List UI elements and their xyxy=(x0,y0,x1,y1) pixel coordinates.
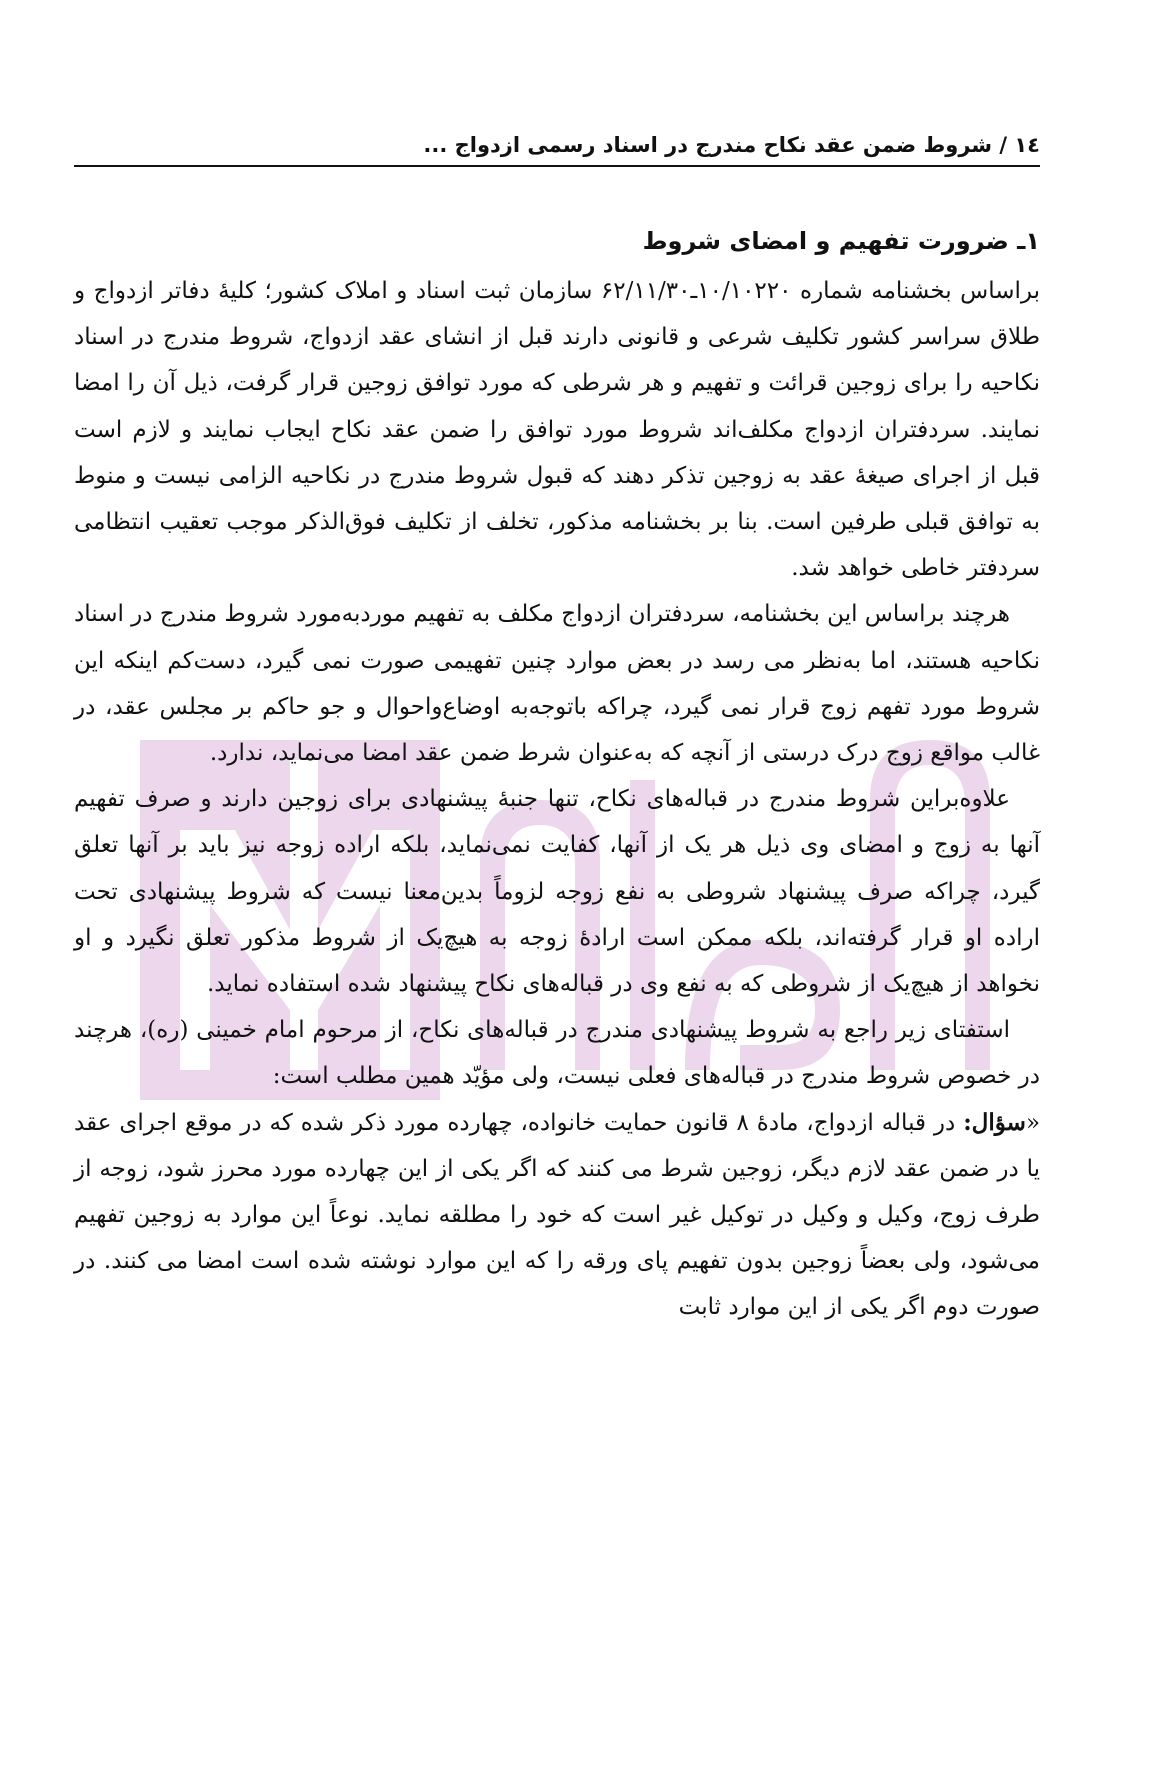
quoted-question xyxy=(74,1100,1040,1331)
running-title: شروط ضمن عقد نکاح مندرج در اسناد رسمی ازدواج ... xyxy=(423,133,993,157)
page-number: ١٤ xyxy=(1014,133,1040,157)
header-separator: / xyxy=(999,133,1008,157)
paragraph: هرچند براساس این بخشنامه، سردفتران ازدواج مکلف به تفهیم موردبه‌مورد شروط مندرج در اسناد نکاحیه هستند، اما به‌نظر می رسد در بعض موارد چنین تفهیمی صورت نمی گیرد، دست‌کم اینکه این شروط مورد تفهم زوج قرار نمی گیرد، چراکه باتوجه‌به اوضاع‌واحوال و جو حاکم بر مجلس عقد، در غالب مواقع زوج درک درستی از آنچه که به‌عنوان شرط ضمن عقد امضا می‌نماید، ندارد. xyxy=(74,601,1040,767)
page-body xyxy=(74,214,1040,1331)
section-heading: ۱ـ ضرورت تفهیم و امضای شروط xyxy=(642,227,1040,255)
question-text: در قباله ازدواج، مادهٔ ۸ قانون حمایت خانواده، چهارده مورد ذکر شده که در موقع اجرای عقد یا در ضمن عقد لازم دیگر، زوجین شرط می کنند که اگر یکی از این چهارده مورد محرز شود، زوجه از طرف زوج، وکیل و وکیل در توکیل غیر است که خود را مطلقه نماید. نوعاً این موارد به زوجین تفهیم می‌شود، ولی بعضاً زوجین بدون تفهیم پای ورقه را که این موارد نوشته شده است امضا می کنند. در صورت دوم اگر یکی از این موارد ثابت xyxy=(74,1109,1040,1321)
paragraph: علاوه‌براین شروط مندرج در قباله‌های نکاح، تنها جنبهٔ پیشنهادی برای زوجین دارند و صرف تفهیم آنها به زوج و امضای وی ذیل هر یک از آنها، کفایت نمی‌نماید، بلکه اراده زوجه نیز باید بر آنها تعلق گیرد، چراکه صرف پیشنهاد شروطی به نفع زوجه لزوماً بدین‌معنا نیست که شروط پیشنهادی تحت اراده او قرار گرفته‌اند، بلکه ممکن است ارادهٔ زوجه به هیچ‌یک از شروط مذکور تعلق نگیرد و او نخواهد از هیچ‌یک از شروطی که به نفع وی در قباله‌های نکاح پیشنهاد شده استفاده نماید. xyxy=(74,786,1040,998)
header-rule xyxy=(74,165,1040,167)
paragraph: براساس بخشنامه شماره ۱۰/۱۰۲۲۰ـ۶۲/۱۱/۳۰ سازمان ثبت اسناد و املاک کشور؛ کلیهٔ دفاتر ازدواج و طلاق سراسر کشور تکلیف شرعی و قانونی دارند قبل از انشای عقد ازدواج، شروط مندرج در اسناد نکاحیه را برای زوجین قرائت و تفهیم و هر شرطی که مورد توافق زوجین قرار گرفت، ذیل آن را امضا نمایند. سردفتران ازدواج مکلف‌اند شروط مورد توافق را ضمن عقد نکاح ایجاب نمایند و لازم است قبل از اجرای صیغهٔ عقد به زوجین تذکر دهند که قبول شروط مندرج در نکاحیه الزامی نیست و منوط به توافق قبلی طرفین است. بنا بر بخشنامه مذکور، تخلف از تکلیف فوق‌الذکر موجب تعقیب انتظامی سردفتر خاطی خواهد شد. xyxy=(74,278,1041,582)
paragraph: استفتای زیر راجع به شروط پیشنهادی مندرج در قباله‌های نکاح، از مرحوم امام خمینی (ره)، هرچند در خصوص شروط مندرج در قباله‌های فعلی نیست، ولی مؤیّد همین مطلب است: xyxy=(74,1017,1040,1090)
quote-open-mark: « xyxy=(1025,1109,1041,1136)
running-header xyxy=(74,128,1040,166)
question-label: سؤال: xyxy=(963,1108,1026,1136)
